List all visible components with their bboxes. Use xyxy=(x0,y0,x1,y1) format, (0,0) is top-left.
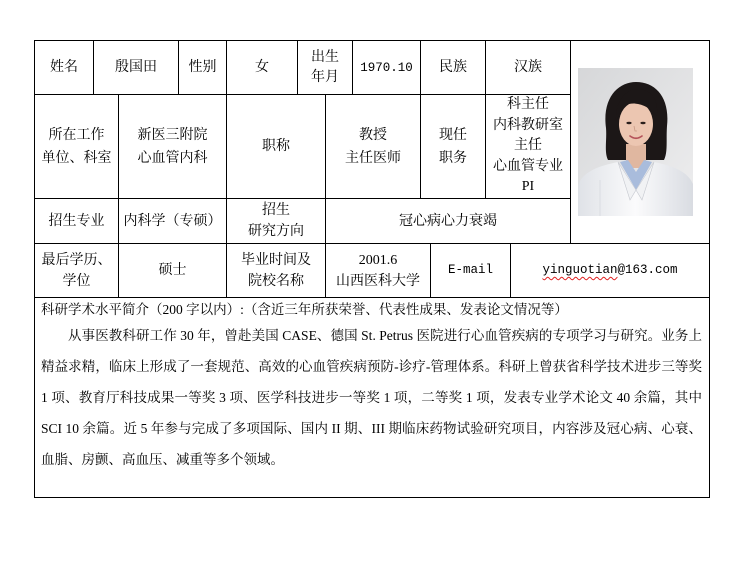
email-label: E-mail xyxy=(431,244,510,297)
title-label: 职称 xyxy=(227,95,325,198)
photo-cell xyxy=(571,41,709,243)
major-value: 内科学（专硕） xyxy=(119,199,226,243)
degree-label: 最后学历、 学位 xyxy=(35,244,118,297)
birth-value: 1970.10 xyxy=(353,41,420,94)
spellcheck-underline: yinguotian xyxy=(542,263,618,277)
graduation-value: 2001.6 山西医科大学 xyxy=(326,244,430,297)
portrait-photo xyxy=(578,68,693,216)
email-text: yinguotian@163.com xyxy=(542,263,678,277)
ethnicity-label: 民族 xyxy=(421,41,485,94)
profile-form xyxy=(34,40,710,498)
graduation-label: 毕业时间及 院校名称 xyxy=(227,244,325,297)
name-value: 殷国田 xyxy=(94,41,178,94)
gender-value: 女 xyxy=(227,41,297,94)
major-label: 招生专业 xyxy=(35,199,118,243)
direction-value: 冠心病心力衰竭 xyxy=(326,199,570,243)
unit-label: 所在工作 单位、科室 xyxy=(35,95,118,198)
title-value: 教授 主任医师 xyxy=(326,95,420,198)
email-value xyxy=(511,244,709,297)
birth-label: 出生 年月 xyxy=(298,41,352,94)
position-value: 科主任 内科教研室 主任 心血管专业 PI xyxy=(486,95,570,198)
ethnicity-value: 汉族 xyxy=(486,41,570,94)
position-label: 现任 职务 xyxy=(421,95,485,198)
name-label: 姓名 xyxy=(35,41,93,94)
research-heading: 科研学术水平简介（200 字以内）:（含近三年所获荣誉、代表性成果、发表论文情况等） xyxy=(41,302,568,317)
degree-value: 硕士 xyxy=(119,244,226,297)
gender-label: 性别 xyxy=(179,41,226,94)
research-summary-cell xyxy=(35,298,709,497)
unit-value: 新医三附院 心血管内科 xyxy=(119,95,226,198)
direction-label: 招生 研究方向 xyxy=(227,199,325,243)
research-body: 从事医教科研工作 30 年，曾赴美国 CASE、德国 St. Petrus 医院进行心血管疾病的专项学习与研究。业务上精益求精，临床上形成了一套规范、高效的心血管疾病预防-诊疗-管理体系。科研上曾获省科学技术进步三等奖 1 项、教育厅科技成果一等奖 3 项、医学科技进步一等奖 1 项，二等奖 1 项，发表专业学术论文 40 余篇，其中 SCI 10 余篇。近 5 年参与完成了多项国际、国内 II 期、III 期临床药物试验研究项目，内容涉及冠心病、心衰、血脂、房颤、高血压、减重等多个领域。 xyxy=(41,328,702,467)
